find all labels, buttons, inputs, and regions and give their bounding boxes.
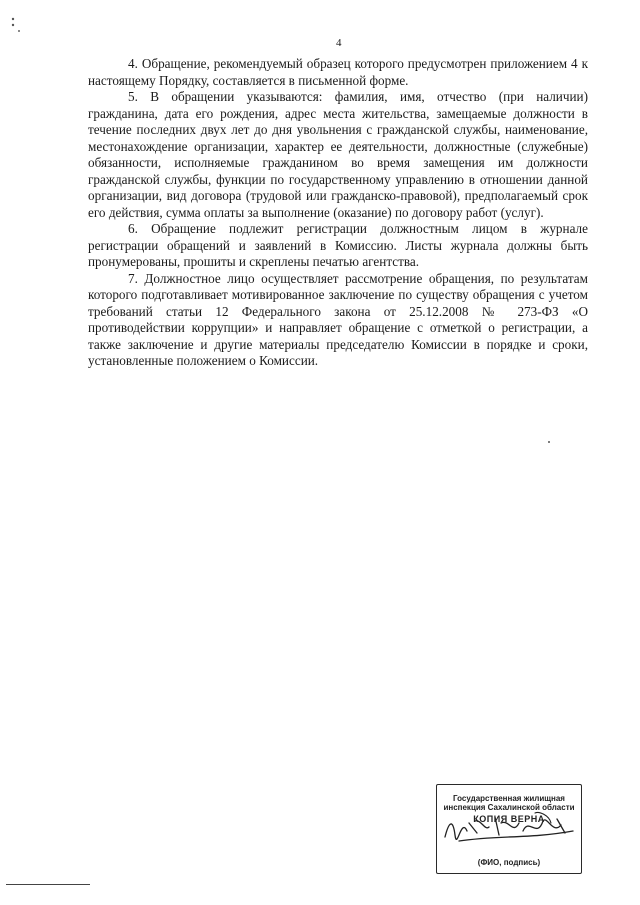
scan-speck bbox=[548, 441, 550, 443]
left-margin-marks bbox=[10, 16, 24, 41]
certified-copy-stamp bbox=[436, 784, 582, 874]
document-body bbox=[88, 56, 588, 370]
bottom-divider bbox=[6, 884, 90, 885]
stamp-org-line-1: Государственная жилищная bbox=[453, 794, 565, 803]
paragraph-4: 4. Обращение, рекомендуемый образец которого предусмотрен приложением 4 к настоящему Порядку, составляется в письменной форме. bbox=[88, 56, 588, 88]
page-number: 4 bbox=[336, 37, 342, 49]
stamp-org-line-2: инспекция Сахалинской области bbox=[443, 803, 575, 812]
paragraph-5: 5. В обращении указываются: фамилия, имя, отчество (при наличии) гражданина, дата его рождения, адрес места жительства, замещаемые должности в течение последних двух лет до дня увольнения с гражданской службы, наименование, местонахождение организации, характер ее деятельности, должностные (служебные) обязанности, исполняемые гражданином во время замещения им должности гражданской службы, функции по государственному управлению в отношении данной организации, вид договора (трудовой или гражданско-правовой), предполагаемый срок его действия, сумма оплаты за выполнение (оказание) по договору работ (услуг). bbox=[88, 89, 588, 220]
handwritten-signature-icon bbox=[439, 809, 579, 849]
stamp-title: КОПИЯ ВЕРНА bbox=[473, 814, 545, 824]
paragraph-6: 6. Обращение подлежит регистрации должностным лицом в журнале регистрации обращений и заявлений в Комиссию. Листы журнала должны быть пронумерованы, прошиты и скреплены печатью агентства. bbox=[88, 221, 588, 269]
stamp-caption: (ФИО, подпись) bbox=[477, 858, 541, 867]
paragraph-7: 7. Должностное лицо осуществляет рассмотрение обращения, по результатам которого подготавливает мотивированное заключение по существу обращения с учетом требований статьи 12 Федерального закона от 25.12.2008 № 273-ФЗ «О противодействии коррупции» и направляет обращение с отметкой о регистрации, а также заключение и другие материалы председателю Комиссии в порядке и сроки, установленные положением о Комиссии. bbox=[88, 270, 588, 368]
